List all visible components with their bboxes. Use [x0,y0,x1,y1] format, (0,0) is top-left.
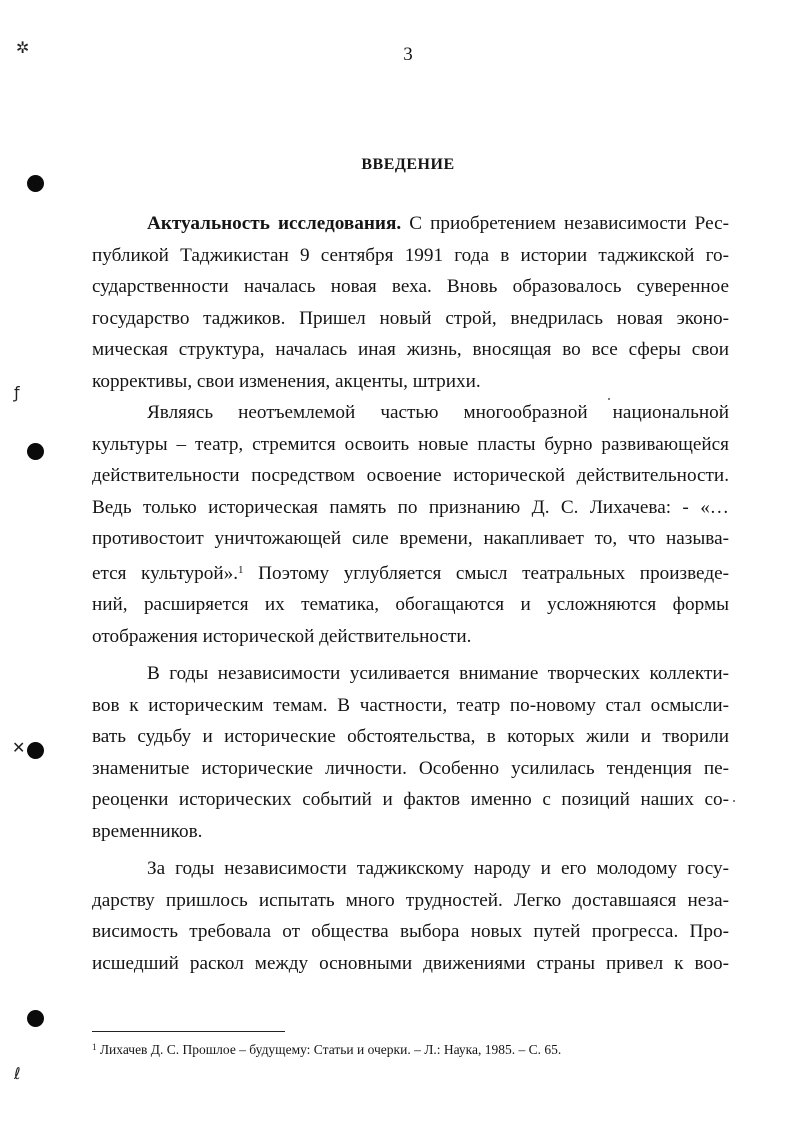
paragraph [92,397,729,652]
paragraph [92,853,729,979]
text-line: знаменитые исторические личности. Особенно усилилась тенденция пе- [92,757,729,779]
text-line: висимость требовала от общества выбора новых путей прогресса. Про- [92,921,729,942]
text-line: ний, расширяется их тематика, обогащаются и усложняются формы [92,594,729,615]
lead-phrase: Актуальность исследования. [147,213,402,234]
punch-hole [27,742,44,759]
section-heading: ВВЕДЕНИЕ [361,156,455,173]
scan-mark: ✲ [16,38,30,57]
punch-hole [27,1010,44,1027]
footnote [92,1042,732,1058]
text-line: За годы независимости таджикскому народу и его молодому госу- [147,858,729,879]
footnote-number: 1 [92,1042,97,1052]
text-line: временников. [92,820,203,842]
text-line: действительности посредством освоение исторической действительности. [92,465,729,486]
page-number: 3 [403,44,413,65]
scan-mark: ✕ [12,738,26,757]
text-line: культуры – театр, стремится освоить новые пласты бурно развивающейся [92,433,729,455]
punch-hole [27,443,44,460]
text-line: коррективы, свои изменения, акценты, штрихи. [92,370,481,392]
text-line: ется культурой».$^1$ Поэтому углубляется смысл театральных произведе- [92,562,729,584]
text-line: отображения исторической действительности. [92,625,472,647]
text-line: публикой Таджикистан 9 сентября 1991 года в истории таджикской го- [92,244,729,266]
paragraph [92,658,729,847]
body-text [92,208,729,979]
text-line: Являясь неотъемлемой частью многообразной национальной [147,402,729,423]
scan-mark: ℓ [14,1064,21,1083]
text-line: реоценки исторических событий и фактов именно с позиций наших со- [92,789,729,810]
footnote-text: Лихачев Д. С. Прошлое – будущему: Статьи и очерки. – Л.: Наука, 1985. – С. 65. [99,1042,562,1057]
paragraph [92,208,729,397]
text-line: мическая структура, началась иная жизнь, вносящая во все сферы свои [92,339,729,360]
scan-mark: ƒ [14,383,20,402]
text-line: государство таджиков. Пришел новый строй, внедрилась новая эконо- [92,307,729,329]
text-line: Ведь только историческая память по признанию Д. С. Лихачева: - «… [92,496,729,518]
text-line: вов к историческим темам. В частности, театр по-новому стал осмысли- [92,694,729,716]
text-line: Актуальность исследования. С приобретением независимости Рес- [147,213,729,234]
footnote-reference: 1 [238,563,244,576]
footnote-separator [92,1031,285,1032]
punch-hole [27,175,44,192]
scan-speck [733,800,735,802]
text-line: дарству пришлось испытать много трудностей. Легко доставшаяся неза- [92,889,729,911]
text-line: вать судьбу и исторические обстоятельства, в которых жили и творили [92,726,729,747]
text-line: сударственности началась новая веха. Вновь образовалось суверенное [92,276,729,297]
text-line: В годы независимости усиливается внимание творческих коллекти- [147,663,729,684]
text-line: противостоит уничтожающей силе времени, накапливает то, что называ- [92,528,729,549]
text-line: исшедший раскол между основными движениями страны привел к воо- [92,952,729,974]
